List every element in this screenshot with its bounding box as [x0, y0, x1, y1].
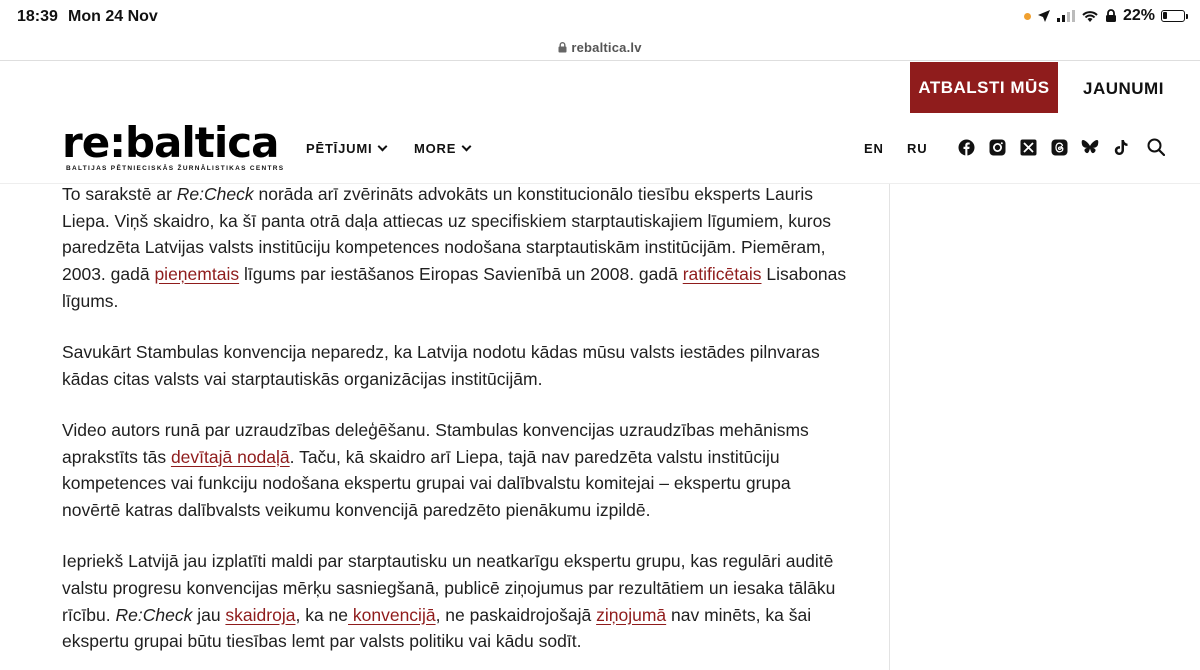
chevron-down-icon	[378, 142, 388, 152]
search-icon[interactable]	[1147, 138, 1165, 156]
x-icon[interactable]	[1019, 138, 1037, 156]
lock-icon	[558, 42, 567, 53]
link-zinojuma[interactable]: ziņojumā	[596, 604, 667, 625]
link-skaidroja[interactable]: skaidroja	[225, 604, 296, 625]
cellular-signal-icon	[1057, 10, 1075, 22]
article-paragraph-3: Video autors runā par uzraudzības deleģēšanu. Stambulas konvencijas uzraudzības mehānisms aprakstīts tās devītajā nodaļā. Taču, kā skaidro arī Liepa, tajā nav paredzēta valstu institūciju kompetences vai funkciju nodošana ekspertu grupai vai dalībvalstu komitejai – ekspertu grupa novērtē katras dalībvalsts veikumu konvencijā paredzēto pienākumu izpildē.	[62, 419, 809, 521]
news-link[interactable]: JAUNUMI	[1083, 79, 1164, 98]
article-paragraph-2: Savukārt Stambulas konvencija neparedz, ka Latvija nodotu kādas mūsu valsts iestādes pilnvaras kādas citas valsts vai starptautiskās organizācijas institūcijām.	[62, 342, 820, 389]
orientation-lock-icon	[1105, 9, 1117, 23]
article-body	[62, 181, 852, 670]
article-paragraph-4: Iepriekš Latvijā jau izplatīti maldi par starptautisku un neatkarīgu ekspertu grupu, kas regulāri auditē valstu progresu konvencijas mērķu sasniegšanā, publicē ziņojumus par rezultātiem un iesaka tālāku rīcību. Re:Check jau skaidroja, ka ne konvencijā, ne paskaidrojošajā ziņojumā nav minēts, ka šai ekspertu grupai būtu tiesības lemt par valsts politiku vai kādu sodīt.	[62, 551, 836, 652]
support-us-button[interactable]: ATBALSTI MŪS	[910, 62, 1058, 113]
ios-status-bar	[0, 0, 1200, 34]
recheck-italic: Re:Check	[176, 184, 254, 204]
nav-item-more[interactable]	[414, 141, 470, 156]
link-ratificetais[interactable]: ratificētais	[682, 264, 762, 285]
status-indicators	[1024, 7, 1188, 25]
instagram-icon[interactable]	[988, 138, 1006, 156]
location-arrow-icon	[1037, 9, 1051, 23]
status-time: 18:39	[17, 8, 58, 25]
article-paragraph-1: To sarakstē ar Re:Check norāda arī zvērināts advokāts un konstitucionālo tiesību eksperts Lauris Liepa. Viņš skaidro, ka šī panta otrā daļa attiecas uz specifiskiem starptautiskajiem līgumiem, kuros paredzēta Latvijas valsts institūciju kompetences nodošana starptautiskām institūcijām. Piemēram, 2003. gadā pieņemtais līgums par iestāšanos Eiropas Savienībā un 2008. gadā ratificētais Lisabonas līgums.	[62, 184, 847, 311]
battery-tip-icon	[1186, 14, 1188, 19]
nav-item-label: MORE	[414, 141, 457, 156]
tiktok-icon[interactable]	[1112, 138, 1130, 156]
sidebar-divider	[889, 184, 890, 670]
recheck-italic: Re:Check	[115, 604, 193, 625]
site-header-top	[0, 62, 1200, 114]
link-devitaja-nodala[interactable]: devītajā nodaļā	[170, 446, 290, 467]
site-header-main	[0, 114, 1200, 184]
logo-subtitle: BALTIJAS PĒTNIECISKĀS ŽURNĀLISTIKAS CENTRS	[66, 165, 285, 172]
bluesky-icon[interactable]	[1081, 138, 1099, 156]
chevron-down-icon	[462, 142, 472, 152]
battery-icon	[1161, 10, 1185, 22]
link-pienemtais[interactable]: pieņemtais	[154, 264, 240, 285]
status-date: Mon 24 Nov	[68, 8, 158, 25]
facebook-icon[interactable]	[957, 138, 975, 156]
browser-url-bar[interactable]	[0, 34, 1200, 61]
logo-wordmark: re:baltica	[62, 118, 279, 167]
nav-item-label: PĒTĪJUMI	[306, 141, 373, 156]
recording-dot-icon	[1024, 13, 1031, 20]
language-en-link[interactable]: EN	[864, 141, 884, 156]
nav-item-petijumi[interactable]	[306, 141, 386, 156]
link-konvencija[interactable]: konvencijā	[348, 604, 436, 625]
battery-percentage: 22%	[1122, 7, 1155, 24]
wifi-icon	[1081, 10, 1099, 23]
language-ru-link[interactable]: RU	[907, 141, 928, 156]
url-text: rebaltica.lv	[571, 39, 642, 55]
threads-icon[interactable]	[1050, 138, 1068, 156]
site-logo[interactable]	[62, 118, 285, 178]
